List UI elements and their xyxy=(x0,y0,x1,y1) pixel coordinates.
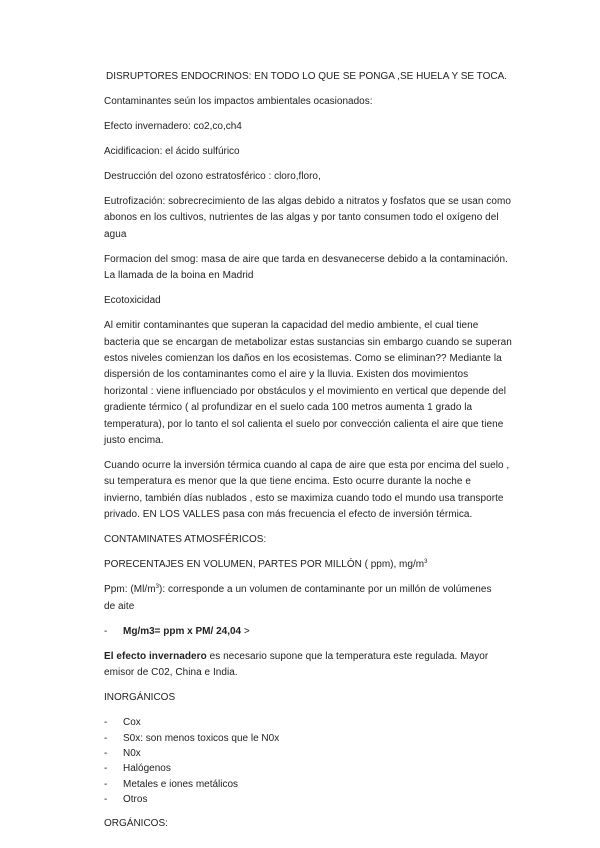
dash-bullet: - xyxy=(104,747,108,759)
text-line: privado. EN LOS VALLES pasa con más frecuencia el efecto de inversión térmica. xyxy=(104,509,473,521)
impact-acidification: Acidificacion: el ácido sulfúrico xyxy=(104,146,240,157)
smog-paragraph xyxy=(104,252,520,285)
inorganicos-heading: INORGÁNICOS xyxy=(104,692,176,704)
text-line: temperatura), por lo tanto el sol calienta el suelo por convección calienta el aire que tiene xyxy=(104,418,504,430)
document-title: DISRUPTORES ENDOCRINOS: EN TODO LO QUE SE PONGA ,SE HUELA Y SE TOCA. xyxy=(106,71,508,82)
dash-bullet: - xyxy=(104,732,108,744)
organicos-heading: ORGÁNICOS: xyxy=(104,818,168,830)
list-item-label: N0x xyxy=(123,747,141,759)
text-line: Al emitir contaminantes que superan la capacidad del medio ambiente, el cual tiene xyxy=(104,320,479,332)
text-line: bacteria que se encargan de metabolizar estas sustancias sin embargo cuando se superan xyxy=(104,336,512,348)
text-line xyxy=(104,582,520,598)
text-line: de aite xyxy=(104,600,135,612)
list-item xyxy=(104,792,520,807)
dash-bullet: - xyxy=(104,763,108,775)
superscript: 3 xyxy=(424,559,428,566)
formula-line xyxy=(104,624,520,640)
impact-greenhouse: Efecto invernadero: co2,co,ch4 xyxy=(104,121,242,132)
porcentajes-line xyxy=(104,557,520,573)
text-line: su temperatura es menor que la que tiene encima. Esto ocurre durante la noche e xyxy=(104,476,471,488)
list-item xyxy=(104,746,520,761)
text-line: Formacion del smog: masa de aire que tarda en desvanecerse debido a la contaminación. xyxy=(104,253,508,265)
impact-ozone: Destrucción del ozono estratosférico : cloro,floro, xyxy=(104,171,321,182)
efecto-paragraph xyxy=(104,649,520,682)
contaminantes-heading: CONTAMINATES ATMOSFÉRICOS: xyxy=(104,534,267,546)
text-line: invierno, también días nublados , esto se maximiza cuando todo el mundo usa transporte xyxy=(104,492,504,504)
text-line: abonos en los cultivos, nutrientes de las algas y por tanto consumen todo el oxígeno del xyxy=(104,212,499,224)
ppm-paragraph xyxy=(104,582,520,615)
dash-bullet: - xyxy=(104,778,108,790)
formula-rest: > xyxy=(241,625,250,637)
text-line: emisor de C02, China e India. xyxy=(104,667,238,679)
text-line: horizontal : viene influenciado por obstáculos y el movimiento en vertical que depende del xyxy=(104,385,506,397)
formula-bold: Mg/m3= ppm x PM/ 24,04 xyxy=(123,625,242,637)
ppm-rest: ): corresponde a un volumen de contaminante por un millón de volúmenes xyxy=(159,584,492,596)
dash-bullet: - xyxy=(104,625,108,637)
ecotoxicidad-heading: Ecotoxicidad xyxy=(104,295,161,307)
text-line: Cuando ocurre la inversión térmica cuando al capa de aire que esta por encima del suelo , xyxy=(104,460,510,472)
efecto-bold: El efecto invernadero xyxy=(104,650,207,662)
list-item-label: S0x: son menos toxicos que le N0x xyxy=(123,732,280,744)
dash-bullet: - xyxy=(104,717,108,729)
porcentajes-text: PORECENTAJES EN VOLUMEN, PARTES POR MILLÓN ( ppm), mg/m xyxy=(104,559,425,571)
text-line: gradiente térmico ( al profundizar en el suelo cada 100 metros aumenta 1 grado la xyxy=(104,402,473,414)
emision-paragraph xyxy=(104,318,520,449)
text-line: dispersión de los contaminantes como el aire y la lluvia. Existen dos movimientos xyxy=(104,369,469,381)
list-item-label: Halógenos xyxy=(123,763,171,775)
text-line: estos niveles comienzan los daños en los ecosistemas. Como se eliminan?? Mediante la xyxy=(104,353,502,365)
intro-text: Contaminantes seún los impactos ambientales ocasionados: xyxy=(104,96,373,107)
list-item xyxy=(104,777,520,792)
list-item xyxy=(104,761,520,776)
text-line: justo encima. xyxy=(104,435,164,447)
dash-bullet: - xyxy=(104,794,108,806)
list-item-label: Cox xyxy=(123,717,141,729)
inorganicos-list xyxy=(104,715,520,807)
ppm-prefix: Ppm: (Ml/m xyxy=(104,584,156,596)
eutrofizacion-paragraph xyxy=(104,194,520,243)
list-item-label: Metales e iones metálicos xyxy=(123,778,239,790)
superscript: 3 xyxy=(155,584,159,591)
text-line: Eutrofización: sobrecrecimiento de las algas debido a nitratos y fosfatos que se usan como xyxy=(104,196,511,207)
list-item xyxy=(104,715,520,730)
list-item xyxy=(104,731,520,746)
efecto-rest: es necesario supone que la temperatura este regulada. Mayor xyxy=(206,650,489,662)
text-line: La llamada de la boina en Madrid xyxy=(104,270,254,282)
text-line: agua xyxy=(104,228,127,240)
inversion-paragraph xyxy=(104,458,520,524)
text-line xyxy=(104,649,520,665)
list-item-label: Otros xyxy=(123,794,148,806)
